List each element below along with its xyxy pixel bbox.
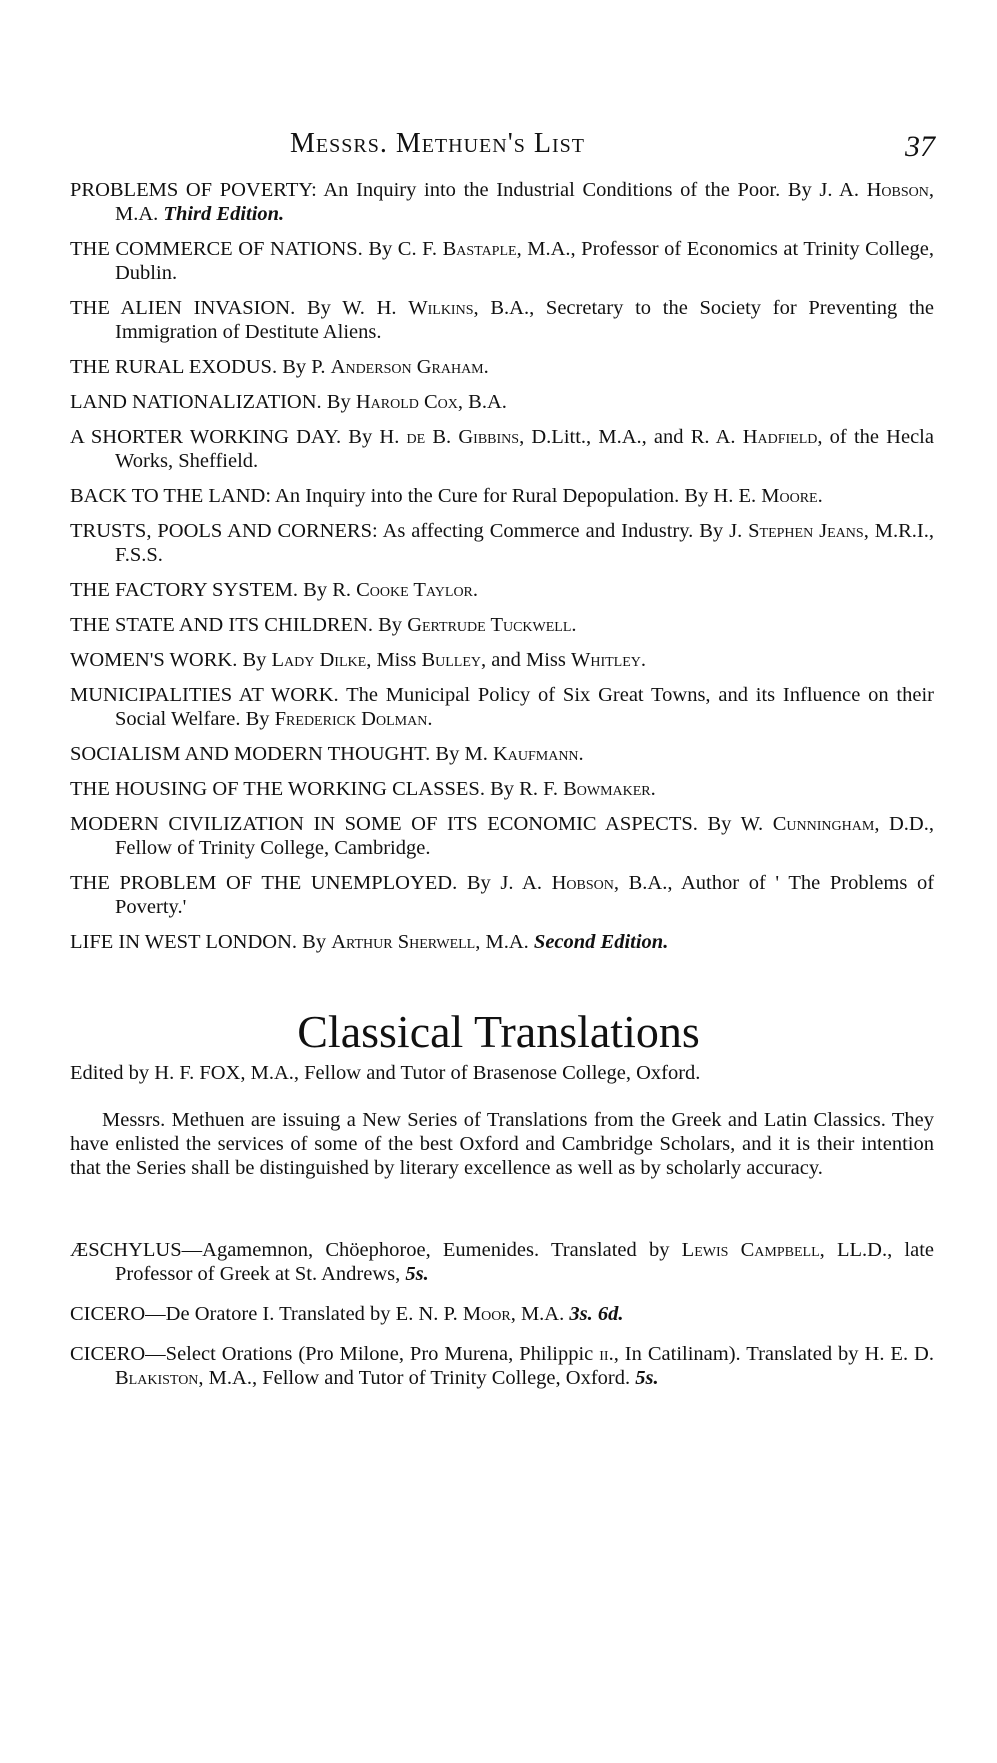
section-heading: Classical Translations <box>297 1006 700 1057</box>
entry-title: THE RURAL EXODUS. <box>70 356 283 378</box>
list-entry <box>70 1342 934 1390</box>
entry-title: MODERN CIVILIZATION IN SOME OF ITS ECONOMIC ASPECTS. <box>70 813 708 835</box>
entry-title: ÆSCHYLUS—Agamemnon, Chöephoroe, Eumenides. Translated by <box>70 1239 682 1261</box>
list-entry <box>70 296 934 344</box>
entry-text: , LL.D., late Professor of Greek at St. Andrews, <box>115 1239 934 1285</box>
entry-text: , M.A., Professor of Economics at Trinity College, Dublin. <box>115 238 934 284</box>
entry-title: PROBLEMS OF POVERTY: <box>70 179 324 201</box>
entry-text: , D.Litt., M.A., and R. A. <box>519 426 743 448</box>
editor-line: Edited by H. F. FOX, M.A., Fellow and Tutor of Brasenose College, Oxford. <box>70 1062 701 1084</box>
entry-text: By <box>302 931 332 953</box>
entry-text: Gertrude Tuckwell. <box>407 614 577 636</box>
intro-paragraph: Messrs. Methuen are issuing a New Series of Translations from the Greek and Latin Classics. They have enlisted the services of some of the best Oxford and Cambridge Scholars, and it is their intention that the Series shall be distinguished by literary excellence as well as by scholarly accuracy. <box>70 1109 934 1179</box>
page-number: 37 <box>905 130 935 163</box>
entry-title: A SHORTER WORKING DAY. <box>70 426 349 448</box>
entry-text: By C. F. <box>368 238 443 260</box>
entry-text: The Municipal Policy of Six Great Towns, and its Influence on their Social Welfare. By <box>115 684 935 730</box>
entry-text: By <box>242 649 272 671</box>
entry-text: , of the Hecla Works, Sheffield. <box>115 426 934 472</box>
entry-text: As affecting Commerce and Industry. By J. <box>382 520 749 542</box>
entry-text: , B.A. <box>457 391 507 413</box>
entry-text: Moor <box>462 1303 511 1325</box>
list-entry <box>70 178 934 226</box>
entry-text: Second Edition. <box>533 931 669 953</box>
entry-title: THE FACTORY SYSTEM. <box>70 579 304 601</box>
entry-text: 5s. <box>405 1263 429 1285</box>
entry-text: Hobson <box>551 872 614 894</box>
entry-text: Hobson <box>866 179 929 201</box>
entry-text: Moore. <box>761 485 823 507</box>
entry-text: , Miss <box>366 649 422 671</box>
entry-title: THE PROBLEM OF THE UNEMPLOYED. <box>70 872 467 894</box>
entry-text: By W. H. <box>306 297 409 319</box>
entry-text: By M. <box>435 743 493 765</box>
entry-text: Hadfield <box>742 426 818 448</box>
entry-text: Anderson Graham. <box>330 356 489 378</box>
entry-text: 5s. <box>635 1367 659 1389</box>
entry-text: 3s. 6d. <box>569 1303 624 1325</box>
entry-text: By R. <box>303 579 357 601</box>
entry-text: Bowmaker. <box>563 778 656 800</box>
entry-text: Frederick Dolman. <box>274 708 433 730</box>
list-entry <box>70 777 934 801</box>
entry-text: Cunningham <box>772 813 875 835</box>
entry-text: , M.A. <box>510 1303 570 1325</box>
entry-text: de B. Gibbins <box>406 426 520 448</box>
entry-text: , D.D., Fellow of Trinity College, Cambridge. <box>115 813 934 859</box>
list-entry <box>70 742 934 766</box>
list-entry <box>70 425 934 473</box>
translations-list <box>70 1238 934 1406</box>
book-list <box>70 178 934 965</box>
entry-text: , M.A. <box>115 179 934 225</box>
entry-title: LAND NATIONALIZATION. <box>70 391 327 413</box>
entry-title: MUNICIPALITIES AT WORK. <box>70 684 347 706</box>
list-entry <box>70 683 934 731</box>
entry-text: Arthur Sherwell <box>331 931 476 953</box>
entry-text: , B.A., Author of ' The Problems of Poverty.' <box>115 872 935 918</box>
entry-text: By R. F. <box>490 778 564 800</box>
entry-text: , In Catilinam). Translated by H. E. D. <box>613 1343 934 1365</box>
entry-text: Third Edition. <box>163 203 285 225</box>
entry-text: By <box>378 614 408 636</box>
entry-title: THE ALIEN INVASION. <box>70 297 307 319</box>
list-entry <box>70 355 934 379</box>
entry-title: WOMEN'S WORK. <box>70 649 243 671</box>
entry-text: Harold Cox <box>355 391 458 413</box>
entry-text: Kaufmann. <box>492 743 584 765</box>
entry-text: Whitley. <box>571 649 647 671</box>
entry-text: An Inquiry into the Industrial Conditions of the Poor. By J. A. <box>323 179 867 201</box>
entry-text: Cooke Taylor. <box>356 579 479 601</box>
entry-text: An Inquiry into the Cure for Rural Depopulation. By H. E. <box>275 485 762 507</box>
entry-title: CICERO—Select Orations (Pro Milone, Pro Murena, Philippic <box>70 1343 600 1365</box>
list-entry <box>70 613 934 637</box>
entry-text: Lewis Campbell <box>681 1239 820 1261</box>
entry-title: THE HOUSING OF THE WORKING CLASSES. <box>70 778 491 800</box>
entry-title: LIFE IN WEST LONDON. <box>70 931 303 953</box>
list-entry <box>70 871 934 919</box>
list-entry <box>70 648 934 672</box>
list-entry <box>70 390 934 414</box>
entry-text: , M.A. <box>475 931 534 953</box>
list-entry <box>70 237 934 285</box>
entry-text: Blakiston <box>115 1367 199 1389</box>
entry-text: , B.A., Secretary to the Society for Preventing the Immigration of Destitute Aliens. <box>115 297 934 343</box>
entry-text: By P. <box>282 356 331 378</box>
entry-text: Wilkins <box>408 297 474 319</box>
entry-text: Stephen Jeans <box>748 520 864 542</box>
entry-text: Bastaple <box>442 238 517 260</box>
entry-text: Lady Dilke <box>271 649 367 671</box>
entry-text: , M.R.I., F.S.S. <box>115 520 934 566</box>
entry-title: TRUSTS, POOLS AND CORNERS: <box>70 520 383 542</box>
entry-title: BACK TO THE LAND: <box>70 485 276 507</box>
entry-text: ii. <box>599 1343 614 1365</box>
list-entry <box>70 930 934 954</box>
list-entry <box>70 484 934 508</box>
entry-title: THE COMMERCE OF NATIONS. <box>70 238 369 260</box>
entry-text: Bulley <box>421 649 482 671</box>
list-entry <box>70 812 934 860</box>
entry-title: CICERO—De Oratore I. Translated by E. N. P. <box>70 1303 463 1325</box>
entry-text: By <box>326 391 356 413</box>
entry-text: By W. <box>707 813 773 835</box>
entry-title: SOCIALISM AND MODERN THOUGHT. <box>70 743 436 765</box>
entry-text: By J. A. <box>466 872 552 894</box>
entry-text: By H. <box>348 426 407 448</box>
entry-title: THE STATE AND ITS CHILDREN. <box>70 614 379 636</box>
list-entry <box>70 578 934 602</box>
list-entry <box>70 1302 934 1326</box>
list-entry <box>70 519 934 567</box>
list-entry <box>70 1238 934 1286</box>
entry-text: , M.A., Fellow and Tutor of Trinity College, Oxford. <box>198 1367 636 1389</box>
running-title: Messrs. Methuen's List <box>290 128 585 159</box>
entry-text: , and Miss <box>481 649 571 671</box>
